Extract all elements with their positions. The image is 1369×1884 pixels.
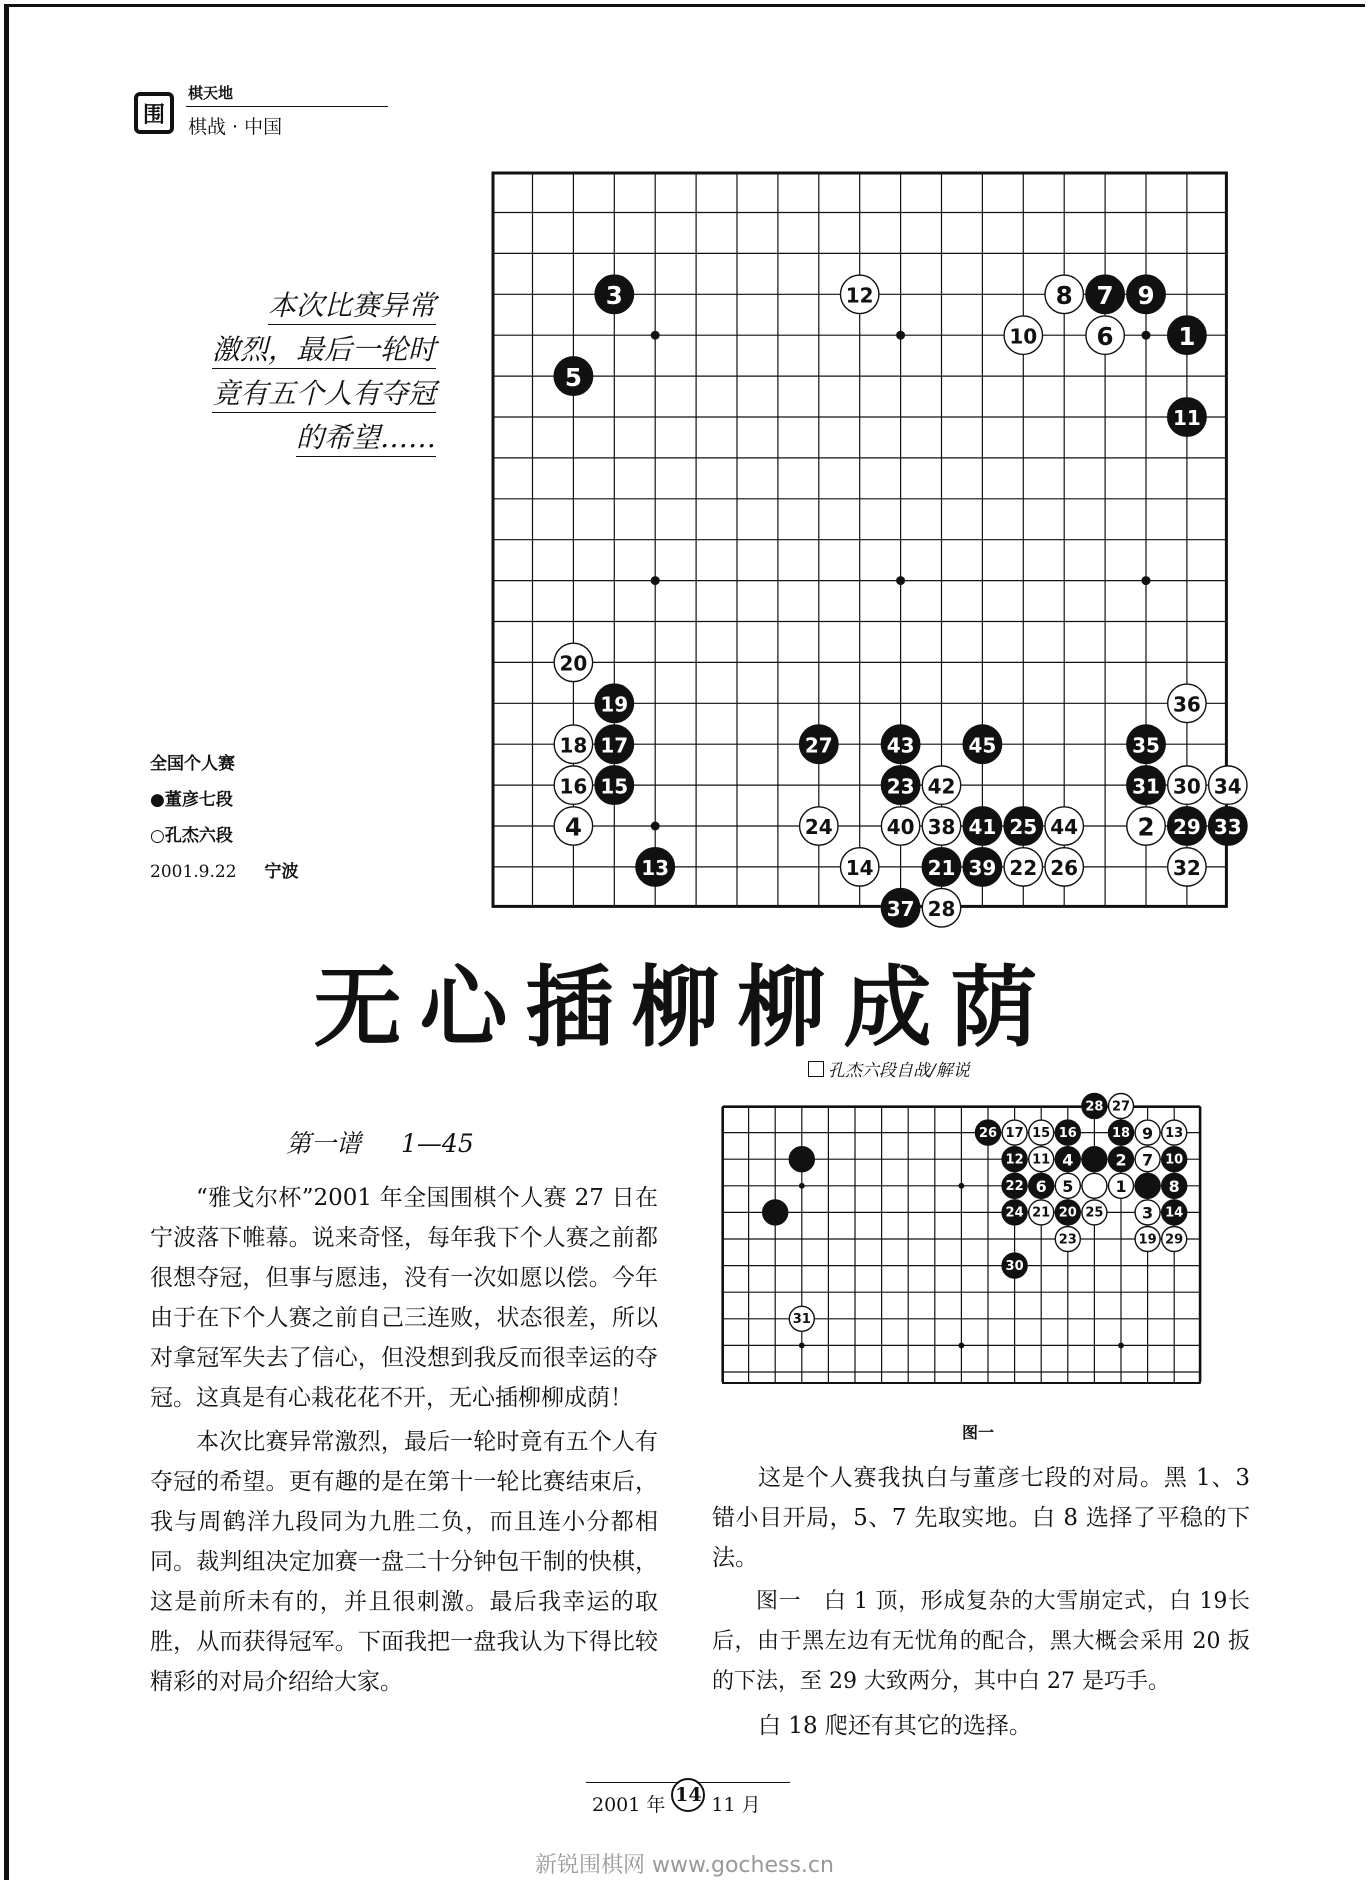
move-number: 20 <box>1058 1205 1077 1221</box>
move-number: 6 <box>1096 321 1114 351</box>
move-number: 3 <box>1142 1203 1154 1223</box>
white-stone <box>1135 1226 1160 1251</box>
black-stone <box>595 725 633 763</box>
white-stone <box>1108 1173 1133 1198</box>
subhead-label: 第一谱 <box>286 1129 362 1158</box>
move-number: 24 <box>1005 1205 1024 1221</box>
white-stone <box>554 725 592 763</box>
move-number: 36 <box>1172 692 1201 717</box>
black-stone <box>1168 398 1206 436</box>
white-stone <box>922 766 960 804</box>
subhead-moves: 1—45 <box>401 1129 474 1158</box>
black-stone <box>963 848 1001 886</box>
white-stone <box>1082 1200 1107 1225</box>
move-number: 9 <box>1142 1123 1154 1143</box>
white-stone <box>789 1306 814 1331</box>
move-number: 29 <box>1172 815 1201 840</box>
black-stone <box>1127 766 1165 804</box>
move-number: 10 <box>1165 1152 1184 1168</box>
move-number: 45 <box>968 733 997 758</box>
move-number: 11 <box>1032 1152 1051 1168</box>
move-number: 3 <box>605 281 623 311</box>
white-stone <box>1045 807 1083 845</box>
move-number: 6 <box>1035 1177 1047 1197</box>
white-stone <box>840 848 878 886</box>
star-point <box>896 576 905 585</box>
white-stone <box>1086 316 1124 354</box>
move-number: 16 <box>1058 1125 1077 1141</box>
move-number: 5 <box>564 362 582 392</box>
black-stone <box>800 725 838 763</box>
white-stone <box>1045 848 1083 886</box>
star-point <box>651 331 660 340</box>
white-stone <box>1168 766 1206 804</box>
move-number: 26 <box>1050 856 1079 881</box>
black-stone <box>1168 316 1206 354</box>
move-number: 28 <box>927 897 956 922</box>
black-stone <box>1086 275 1124 313</box>
star-point <box>1142 576 1151 585</box>
figure-caption: 图一 <box>962 1423 995 1442</box>
move-number: 4 <box>1062 1150 1074 1170</box>
black-stone <box>1135 1173 1160 1198</box>
star-point <box>1118 1342 1124 1348</box>
white-stone <box>1055 1226 1080 1251</box>
main-go-board <box>492 172 1242 922</box>
move-number: 15 <box>1032 1125 1051 1141</box>
white-stone <box>1029 1120 1054 1145</box>
move-number: 17 <box>1005 1125 1024 1141</box>
white-stone <box>1082 1173 1107 1198</box>
byline <box>808 1056 970 1081</box>
black-stone <box>963 807 1001 845</box>
black-stone <box>636 848 674 886</box>
page-footer <box>592 1786 761 1820</box>
white-stone <box>1135 1120 1160 1145</box>
move-number: 16 <box>559 774 588 799</box>
black-stone <box>763 1200 788 1225</box>
black-stone <box>1127 275 1165 313</box>
black-stone <box>1002 1173 1027 1198</box>
paragraph: “雅戈尔杯”2001 年全国围棋个人赛 27 日在宁波落下帷幕。说来奇怪，每年我下个人赛之前都很想夺冠，但事与愿违，没有一次如愿以偿。今年由于在下个人赛之前自己三连败，状态很差，所以对拿冠军失去了信心，但没想到我反而很幸运的夺冠。这真是有心栽花花不开，无心插柳柳成荫！ <box>150 1185 658 1411</box>
move-number: 18 <box>1111 1125 1131 1141</box>
white-stone <box>554 766 592 804</box>
page-number: 14 <box>671 1778 705 1812</box>
move-number: 2 <box>1115 1150 1127 1170</box>
move-number: 31 <box>1132 774 1160 799</box>
left-column <box>150 1178 658 1706</box>
byline-box-icon <box>808 1061 824 1077</box>
black-stone <box>789 1147 814 1172</box>
move-number: 18 <box>559 733 588 758</box>
black-stone <box>963 725 1001 763</box>
move-number: 9 <box>1137 281 1155 311</box>
star-point <box>1142 331 1151 340</box>
paragraph: 本次比赛异常激烈，最后一轮时竟有五个人有夺冠的希望。更有趣的是在第十一轮比赛结束后，我与周鹤洋九段同为九胜二负，而且连小分都相同。裁判组决定加赛一盘二十分钟包干制的快棋，这是前所未有的，并且很刺激。最后我幸运的取胜，从而获得冠军。下面我把一盘我认为下得比较精彩的对局介绍给大家。 <box>150 1429 658 1695</box>
move-number: 30 <box>1005 1258 1024 1274</box>
move-number: 10 <box>1009 324 1038 349</box>
white-stone <box>840 275 878 313</box>
black-stone <box>1108 1147 1133 1172</box>
black-stone <box>1055 1120 1080 1145</box>
header-rule <box>186 106 388 107</box>
white-stone <box>1002 1120 1027 1145</box>
article-title: 无心插柳柳成荫 <box>313 956 1056 1059</box>
black-stone <box>1082 1093 1107 1118</box>
white-stone <box>922 889 960 927</box>
move-number: 29 <box>1165 1232 1184 1248</box>
black-stone <box>881 766 919 804</box>
move-number: 2 <box>1137 812 1155 842</box>
move-number: 25 <box>1009 815 1038 840</box>
magazine-logo: 围 <box>134 92 174 134</box>
pull-quote-line: 激烈，最后一轮时 <box>212 333 436 369</box>
black-stone <box>1002 1200 1027 1225</box>
white-stone <box>1162 1226 1187 1251</box>
move-number: 34 <box>1213 774 1242 799</box>
move-number: 5 <box>1062 1177 1074 1197</box>
move-number: 33 <box>1213 815 1242 840</box>
move-number: 14 <box>1165 1205 1184 1221</box>
move-number: 7 <box>1096 281 1114 311</box>
move-number: 1 <box>1178 321 1196 351</box>
black-stone <box>554 357 592 395</box>
pull-quote-line: 本次比赛异常 <box>268 289 436 325</box>
black-stone <box>595 275 633 313</box>
board-grid <box>722 1106 1201 1382</box>
paragraph: 图一 白 1 顶，形成复杂的大雪崩定式，白 19长后，由于黑左边有无忧角的配合，黑大概会采用 20 扳的下法，至 29 大致两分，其中白 27 是巧手。 <box>712 1589 1250 1694</box>
move-number: 7 <box>1142 1150 1154 1170</box>
move-number: 32 <box>1172 856 1201 881</box>
black-stone <box>1029 1173 1054 1198</box>
event-name: 全国个人赛 <box>150 754 235 774</box>
black-stone <box>881 889 919 927</box>
move-number: 31 <box>792 1312 811 1328</box>
column-name: 棋战 · 中国 <box>188 116 283 138</box>
move-number: 22 <box>1005 1179 1024 1195</box>
white-stone <box>1029 1200 1054 1225</box>
white-player: ○孔杰六段 <box>150 826 233 846</box>
white-stone <box>1135 1147 1160 1172</box>
black-stone <box>1004 807 1042 845</box>
board-svg <box>722 1099 1201 1382</box>
black-stone <box>1055 1200 1080 1225</box>
black-stone <box>1002 1253 1027 1278</box>
move-number: 12 <box>845 283 874 308</box>
watermark: 新锐围棋网 www.gochess.cn <box>535 1853 834 1878</box>
white-stone <box>1004 316 1042 354</box>
white-stone <box>1168 848 1206 886</box>
move-number: 8 <box>1055 281 1073 311</box>
white-stone <box>1162 1120 1187 1145</box>
pull-quote-line: 竟有五个人有夺冠 <box>212 377 436 413</box>
black-stone <box>1108 1120 1133 1145</box>
move-number: 12 <box>1005 1152 1024 1168</box>
diagram-subhead <box>286 1124 474 1160</box>
move-number: 41 <box>968 815 997 840</box>
star-point <box>651 576 660 585</box>
move-number: 42 <box>927 774 956 799</box>
star-point <box>958 1183 964 1189</box>
paragraph: 这是个人赛我执白与董彦七段的对局。黑 1、3 错小目开局，5、7 先取实地。白 8 选择了平稳的下法。 <box>712 1465 1250 1571</box>
pull-quote <box>170 284 436 460</box>
black-stone <box>1162 1173 1187 1198</box>
star-point <box>896 331 905 340</box>
game-info <box>150 746 299 890</box>
star-point <box>958 1342 964 1348</box>
star-point <box>799 1183 805 1189</box>
move-number: 28 <box>1085 1099 1104 1115</box>
move-number: 25 <box>1085 1205 1104 1221</box>
black-stone <box>595 684 633 722</box>
move-number: 27 <box>1111 1099 1131 1115</box>
black-stone <box>881 725 919 763</box>
white-stone <box>1127 807 1165 845</box>
white-stone <box>1209 766 1247 804</box>
move-number: 27 <box>804 733 833 758</box>
byline-text: 孔杰六段自战/解说 <box>828 1061 970 1081</box>
move-number: 21 <box>1032 1205 1051 1221</box>
black-stone <box>1002 1147 1027 1172</box>
black-stone <box>1162 1147 1187 1172</box>
move-number: 23 <box>1058 1232 1077 1248</box>
black-stone <box>1168 807 1206 845</box>
game-date: 2001.9.22 <box>150 862 237 882</box>
section-name: 棋天地 <box>188 84 234 102</box>
footer-year: 2001 年 <box>592 1793 666 1816</box>
move-number: 20 <box>559 651 588 676</box>
move-number: 1 <box>1115 1177 1127 1197</box>
move-number: 35 <box>1132 733 1160 758</box>
white-stone <box>1029 1147 1054 1172</box>
star-point <box>651 822 660 831</box>
white-stone <box>554 643 592 681</box>
board-svg <box>492 172 1242 922</box>
move-number: 38 <box>927 815 956 840</box>
move-number: 44 <box>1050 815 1079 840</box>
white-stone <box>1108 1093 1133 1118</box>
white-stone <box>1045 275 1083 313</box>
black-stone <box>922 848 960 886</box>
move-number: 21 <box>927 856 956 881</box>
move-number: 22 <box>1009 856 1038 881</box>
move-number: 19 <box>1138 1232 1157 1248</box>
footer-month: 11 月 <box>711 1793 761 1816</box>
move-number: 17 <box>600 733 629 758</box>
white-stone <box>922 807 960 845</box>
white-stone <box>1055 1173 1080 1198</box>
move-number: 23 <box>886 774 915 799</box>
move-number: 19 <box>600 692 629 717</box>
black-stone <box>975 1120 1000 1145</box>
white-stone <box>800 807 838 845</box>
right-column <box>712 1458 1250 1750</box>
game-place: 宁波 <box>264 862 299 882</box>
white-stone <box>554 807 592 845</box>
pull-quote-line: 的希望…… <box>296 421 436 457</box>
black-player: ●董彦七段 <box>150 790 233 810</box>
black-stone <box>1055 1147 1080 1172</box>
black-stone <box>595 766 633 804</box>
white-stone <box>881 807 919 845</box>
move-number: 30 <box>1172 774 1201 799</box>
move-number: 37 <box>886 897 915 922</box>
move-number: 43 <box>886 733 915 758</box>
move-number: 13 <box>641 856 670 881</box>
black-stone <box>1209 807 1247 845</box>
black-stone <box>1082 1147 1107 1172</box>
move-number: 8 <box>1168 1177 1180 1197</box>
white-stone <box>1168 684 1206 722</box>
black-stone <box>1162 1200 1187 1225</box>
move-number: 11 <box>1172 406 1201 431</box>
move-number: 4 <box>564 812 582 842</box>
move-number: 40 <box>886 815 915 840</box>
white-stone <box>1135 1200 1160 1225</box>
move-number: 13 <box>1165 1125 1184 1141</box>
figure-go-board <box>722 1099 1201 1382</box>
move-number: 15 <box>600 774 629 799</box>
black-stone <box>1127 725 1165 763</box>
star-point <box>799 1342 805 1348</box>
move-number: 39 <box>968 856 997 881</box>
move-number: 26 <box>978 1125 998 1141</box>
move-number: 24 <box>804 815 833 840</box>
move-number: 14 <box>845 856 874 881</box>
paragraph: 白 18 爬还有其它的选择。 <box>758 1713 1032 1739</box>
white-stone <box>1004 848 1042 886</box>
